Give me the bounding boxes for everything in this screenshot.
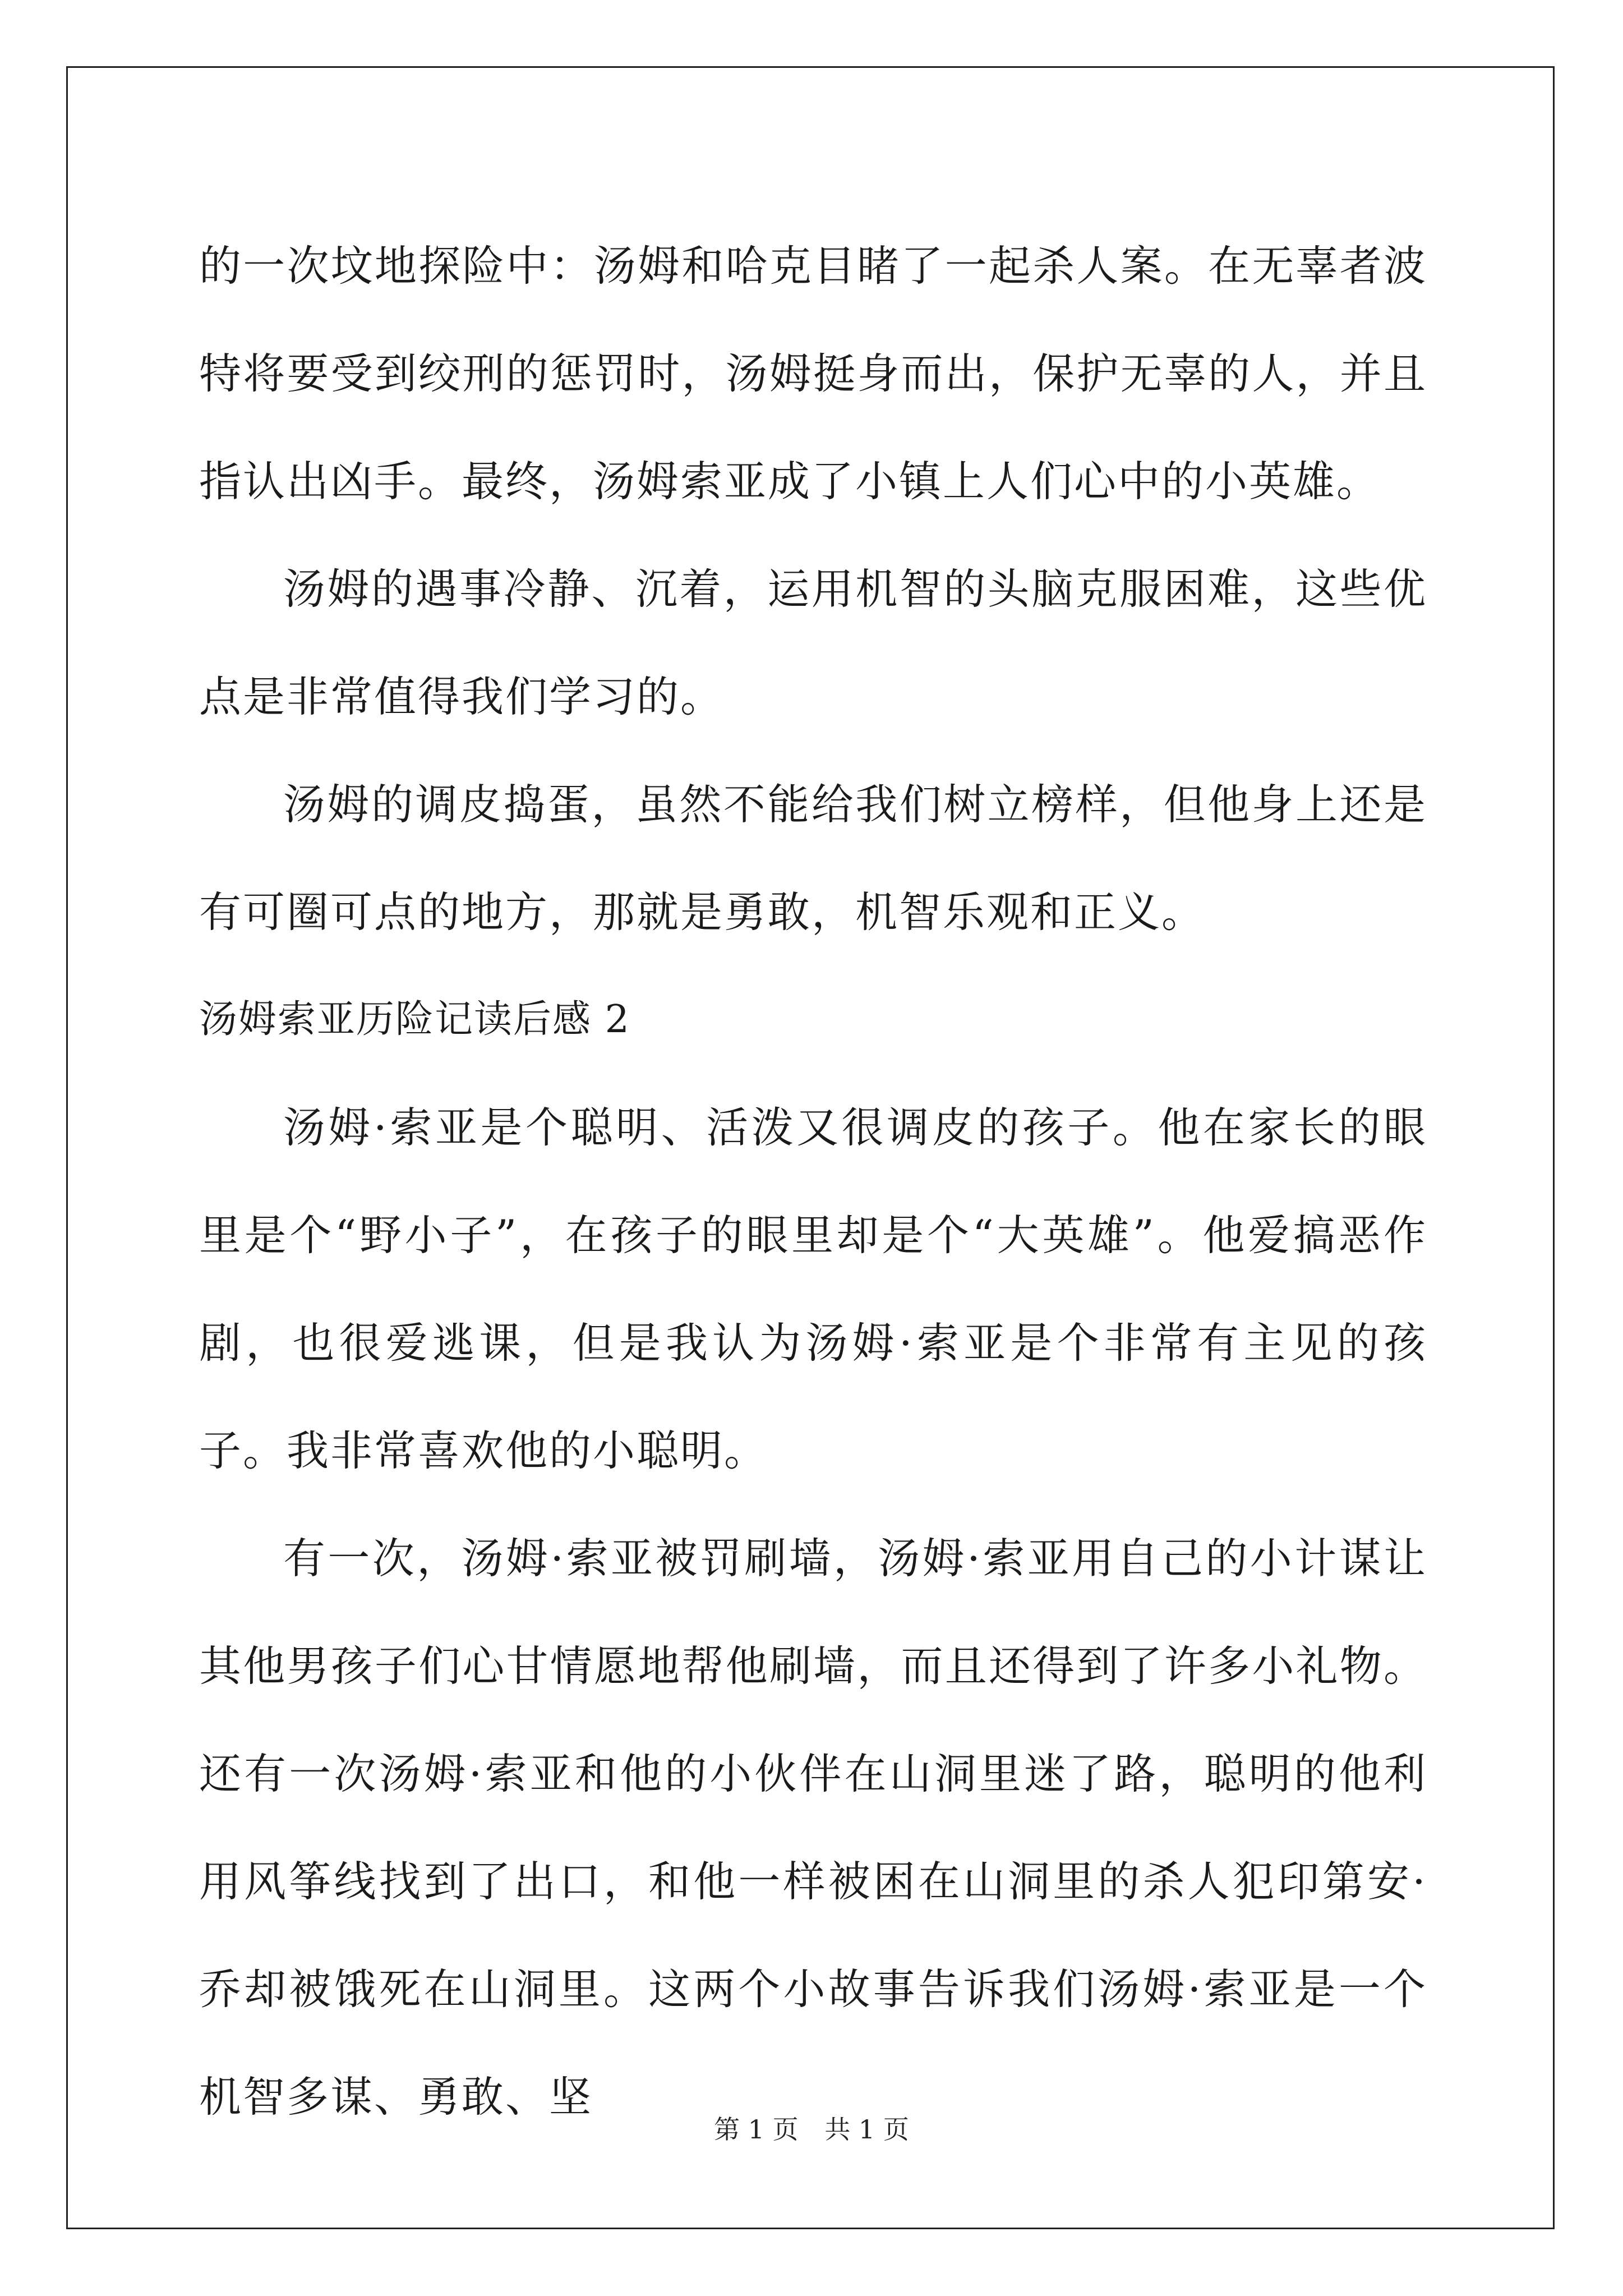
paragraph: 汤姆的调皮捣蛋，虽然不能给我们树立榜样，但他身上还是有可圈可点的地方，那就是勇敢，机智乐观和正义。 — [199, 780, 1427, 937]
paragraph: 汤姆·索亚是个聪明、活泼又很调皮的孩子。他在家长的眼里是个“野小子”，在孩子的眼里却是个“大英雄”。他爱搞恶作剧，也很爱逃课，但是我认为汤姆·索亚是个非常有主见的孩子。我非常喜欢他的小聪明。 — [199, 1103, 1427, 1475]
paragraph: 的一次坟地探险中：汤姆和哈克目睹了一起杀人案。在无辜者波特将要受到绞刑的惩罚时，汤姆挺身而出，保护无辜的人，并且指认出凶手。最终，汤姆索亚成了小镇上人们心中的小英雄。 — [199, 241, 1427, 506]
section-heading: 汤姆索亚历险记读后感 2 — [199, 997, 630, 1042]
page-number: 第 1 页 — [714, 2114, 799, 2145]
paragraph: 有一次，汤姆·索亚被罚刷墙，汤姆·索亚用自己的小计谋让其他男孩子们心甘情愿地帮他刷墙，而且还得到了许多小礼物。还有一次汤姆·索亚和他的小伙伴在山洞里迷了路，聪明的他利用风筝线找到了出口，和他一样被困在山洞里的杀人犯印第安·乔却被饿死在山洞里。这两个小故事告诉我们汤姆·索亚是一个机智多谋、勇敢、坚 — [199, 1534, 1427, 2122]
document-body — [199, 212, 1427, 2151]
page-total: 共 1 页 — [824, 2114, 909, 2145]
paragraph: 汤姆的遇事冷静、沉着，运用机智的头脑克服困难，这些优点是非常值得我们学习的。 — [199, 564, 1427, 721]
page-footer — [0, 2109, 1623, 2146]
